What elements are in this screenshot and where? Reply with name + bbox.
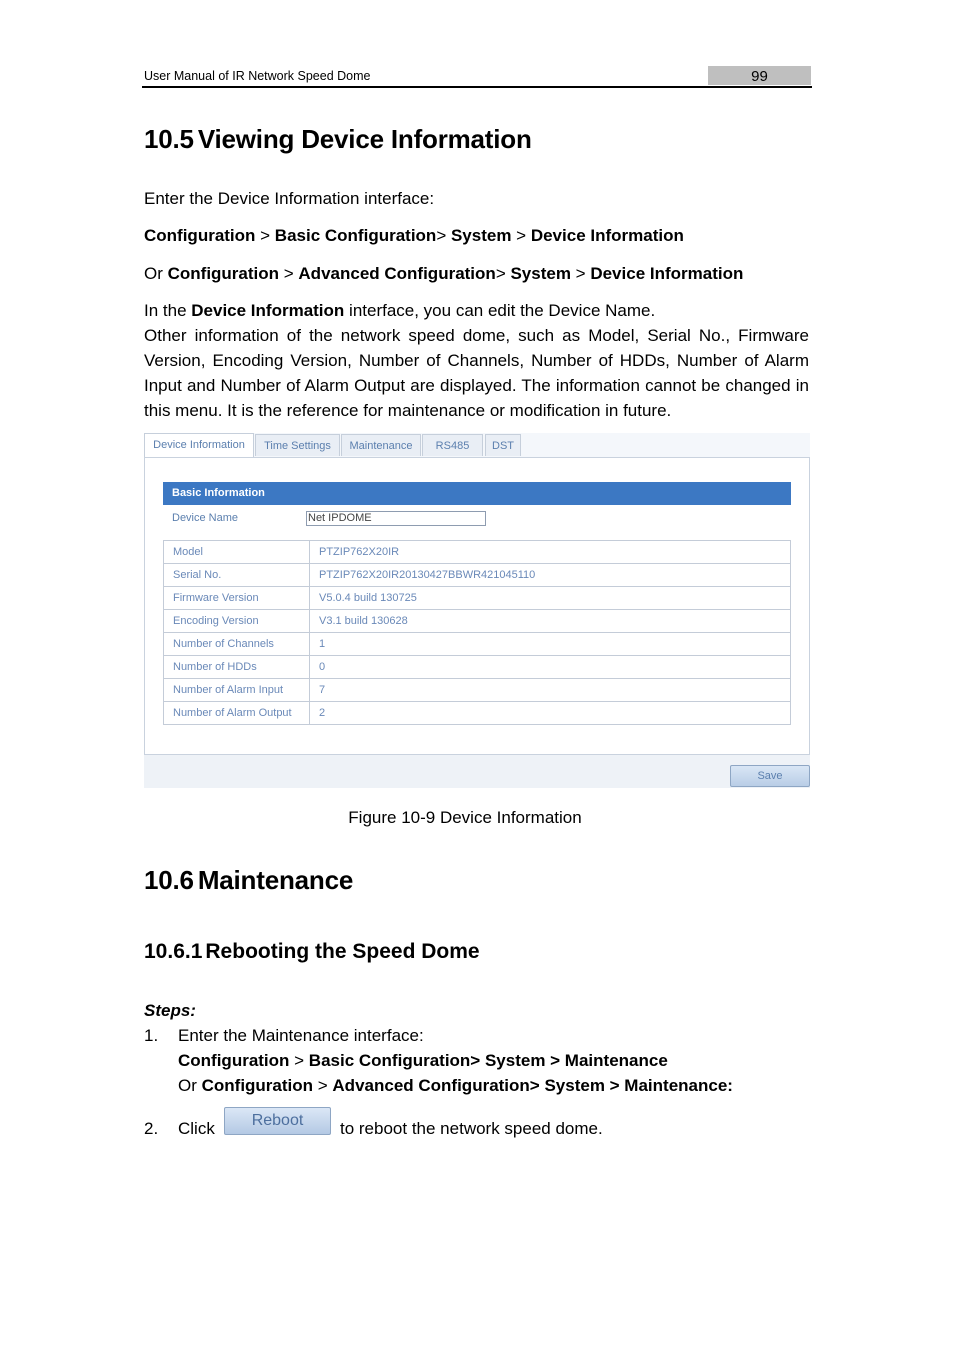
row-label: Encoding Version xyxy=(164,610,310,633)
section-title: Viewing Device Information xyxy=(197,124,532,154)
row-value: V3.1 build 130628 xyxy=(310,610,791,633)
text-bold: Device Information xyxy=(191,301,345,320)
page-number: 99 xyxy=(708,66,811,85)
row-value: V5.0.4 build 130725 xyxy=(310,587,791,610)
table-row xyxy=(164,656,791,679)
tab-time-settings[interactable]: Time Settings xyxy=(255,434,340,456)
step-1-path-basic xyxy=(178,1048,668,1073)
text-fragment: interface, you can edit the Device Name. xyxy=(344,301,656,320)
intro-text: Enter the Device Information interface: xyxy=(144,189,435,208)
or-text: Or xyxy=(144,264,168,283)
row-label: Number of Alarm Input xyxy=(164,679,310,702)
path-segment: Advanced Configuration> System > Maintenance: xyxy=(332,1076,733,1095)
section-title: Maintenance xyxy=(197,865,354,895)
row-label: Number of Channels xyxy=(164,633,310,656)
path-separator: > xyxy=(313,1076,333,1095)
path-segment: Configuration xyxy=(201,1076,314,1095)
path-segment: Configuration xyxy=(167,264,280,283)
tab-dst[interactable]: DST xyxy=(485,434,521,456)
section-number: 10.5 xyxy=(144,124,194,154)
row-label: Model xyxy=(164,541,310,564)
path-segment: System xyxy=(510,264,571,283)
device-info-table xyxy=(163,540,791,725)
section-heading-10-5 xyxy=(144,124,532,155)
step-1-number: 1. xyxy=(144,1026,159,1045)
row-label: Number of Alarm Output xyxy=(164,702,310,725)
reboot-button[interactable]: Reboot xyxy=(224,1107,331,1135)
subsection-title: Rebooting the Speed Dome xyxy=(205,940,480,963)
menu-path-advanced xyxy=(144,261,743,286)
path-separator: > xyxy=(289,1051,309,1070)
step-1-text: Enter the Maintenance interface: xyxy=(178,1026,424,1045)
path-separator: > xyxy=(511,226,531,245)
subsection-heading-10-6-1 xyxy=(144,940,480,964)
figure-caption: Figure 10-9 Device Information xyxy=(348,808,582,827)
path-segment: Configuration xyxy=(144,226,256,245)
table-row xyxy=(164,679,791,702)
section-heading-10-6 xyxy=(144,865,353,896)
row-value: 0 xyxy=(310,656,791,679)
subsection-number: 10.6.1 xyxy=(144,940,203,963)
row-label: Serial No. xyxy=(164,564,310,587)
path-separator: > xyxy=(436,226,451,245)
step-1-path-advanced xyxy=(178,1073,733,1098)
tab-device-information[interactable]: Device Information xyxy=(144,433,254,457)
text-fragment: In the xyxy=(144,301,192,320)
row-label: Firmware Version xyxy=(164,587,310,610)
row-value: PTZIP762X20IR xyxy=(310,541,791,564)
section-number: 10.6 xyxy=(144,865,194,895)
path-segment: Basic Configuration xyxy=(274,226,437,245)
table-row xyxy=(164,633,791,656)
path-separator: > xyxy=(279,264,299,283)
edit-name-text xyxy=(144,298,655,323)
row-label: Number of HDDs xyxy=(164,656,310,679)
step-2-click-text: Click xyxy=(178,1119,215,1138)
table-row xyxy=(164,564,791,587)
save-button[interactable]: Save xyxy=(730,765,810,787)
path-segment: Device Information xyxy=(590,264,744,283)
table-row xyxy=(164,541,791,564)
row-value: 7 xyxy=(310,679,791,702)
step-2-text: to reboot the network speed dome. xyxy=(340,1119,603,1138)
running-header-title: User Manual of IR Network Speed Dome xyxy=(144,69,371,83)
tab-bar xyxy=(144,433,810,457)
row-value: 2 xyxy=(310,702,791,725)
panel-footer xyxy=(144,755,810,788)
header-rule xyxy=(142,86,812,88)
row-value: 1 xyxy=(310,633,791,656)
device-name-input[interactable]: Net IPDOME xyxy=(306,511,486,526)
step-2-number: 2. xyxy=(144,1119,159,1138)
basic-information-header: Basic Information xyxy=(163,482,791,505)
steps-label: Steps: xyxy=(144,1001,196,1020)
path-segment: Advanced Configuration xyxy=(298,264,496,283)
table-row xyxy=(164,610,791,633)
path-separator: > xyxy=(570,264,591,283)
path-separator: > xyxy=(255,226,275,245)
path-separator: > xyxy=(495,264,511,283)
path-segment: Device Information xyxy=(530,226,684,245)
tab-rs485[interactable]: RS485 xyxy=(422,434,483,456)
tab-maintenance[interactable]: Maintenance xyxy=(341,434,421,456)
menu-path-basic xyxy=(144,223,684,248)
or-text: Or xyxy=(178,1076,202,1095)
table-row xyxy=(164,587,791,610)
path-segment: System xyxy=(450,226,512,245)
row-value: PTZIP762X20IR20130427BBWR421045110 xyxy=(310,564,791,587)
path-segment: Configuration xyxy=(178,1051,290,1070)
device-name-label: Device Name xyxy=(172,512,239,524)
path-segment: Basic Configuration> System > Maintenance xyxy=(308,1051,668,1070)
description-paragraph: Other information of the network speed dome, such as Model, Serial No., Firmware Version, Encoding Version, Number of Channels, Number of HDDs, Number of Alarm Input and Number of Alarm Output are displayed. The information cannot be changed in this menu. It is the reference for maintenance or modification in future. xyxy=(144,326,809,420)
table-row xyxy=(164,702,791,725)
